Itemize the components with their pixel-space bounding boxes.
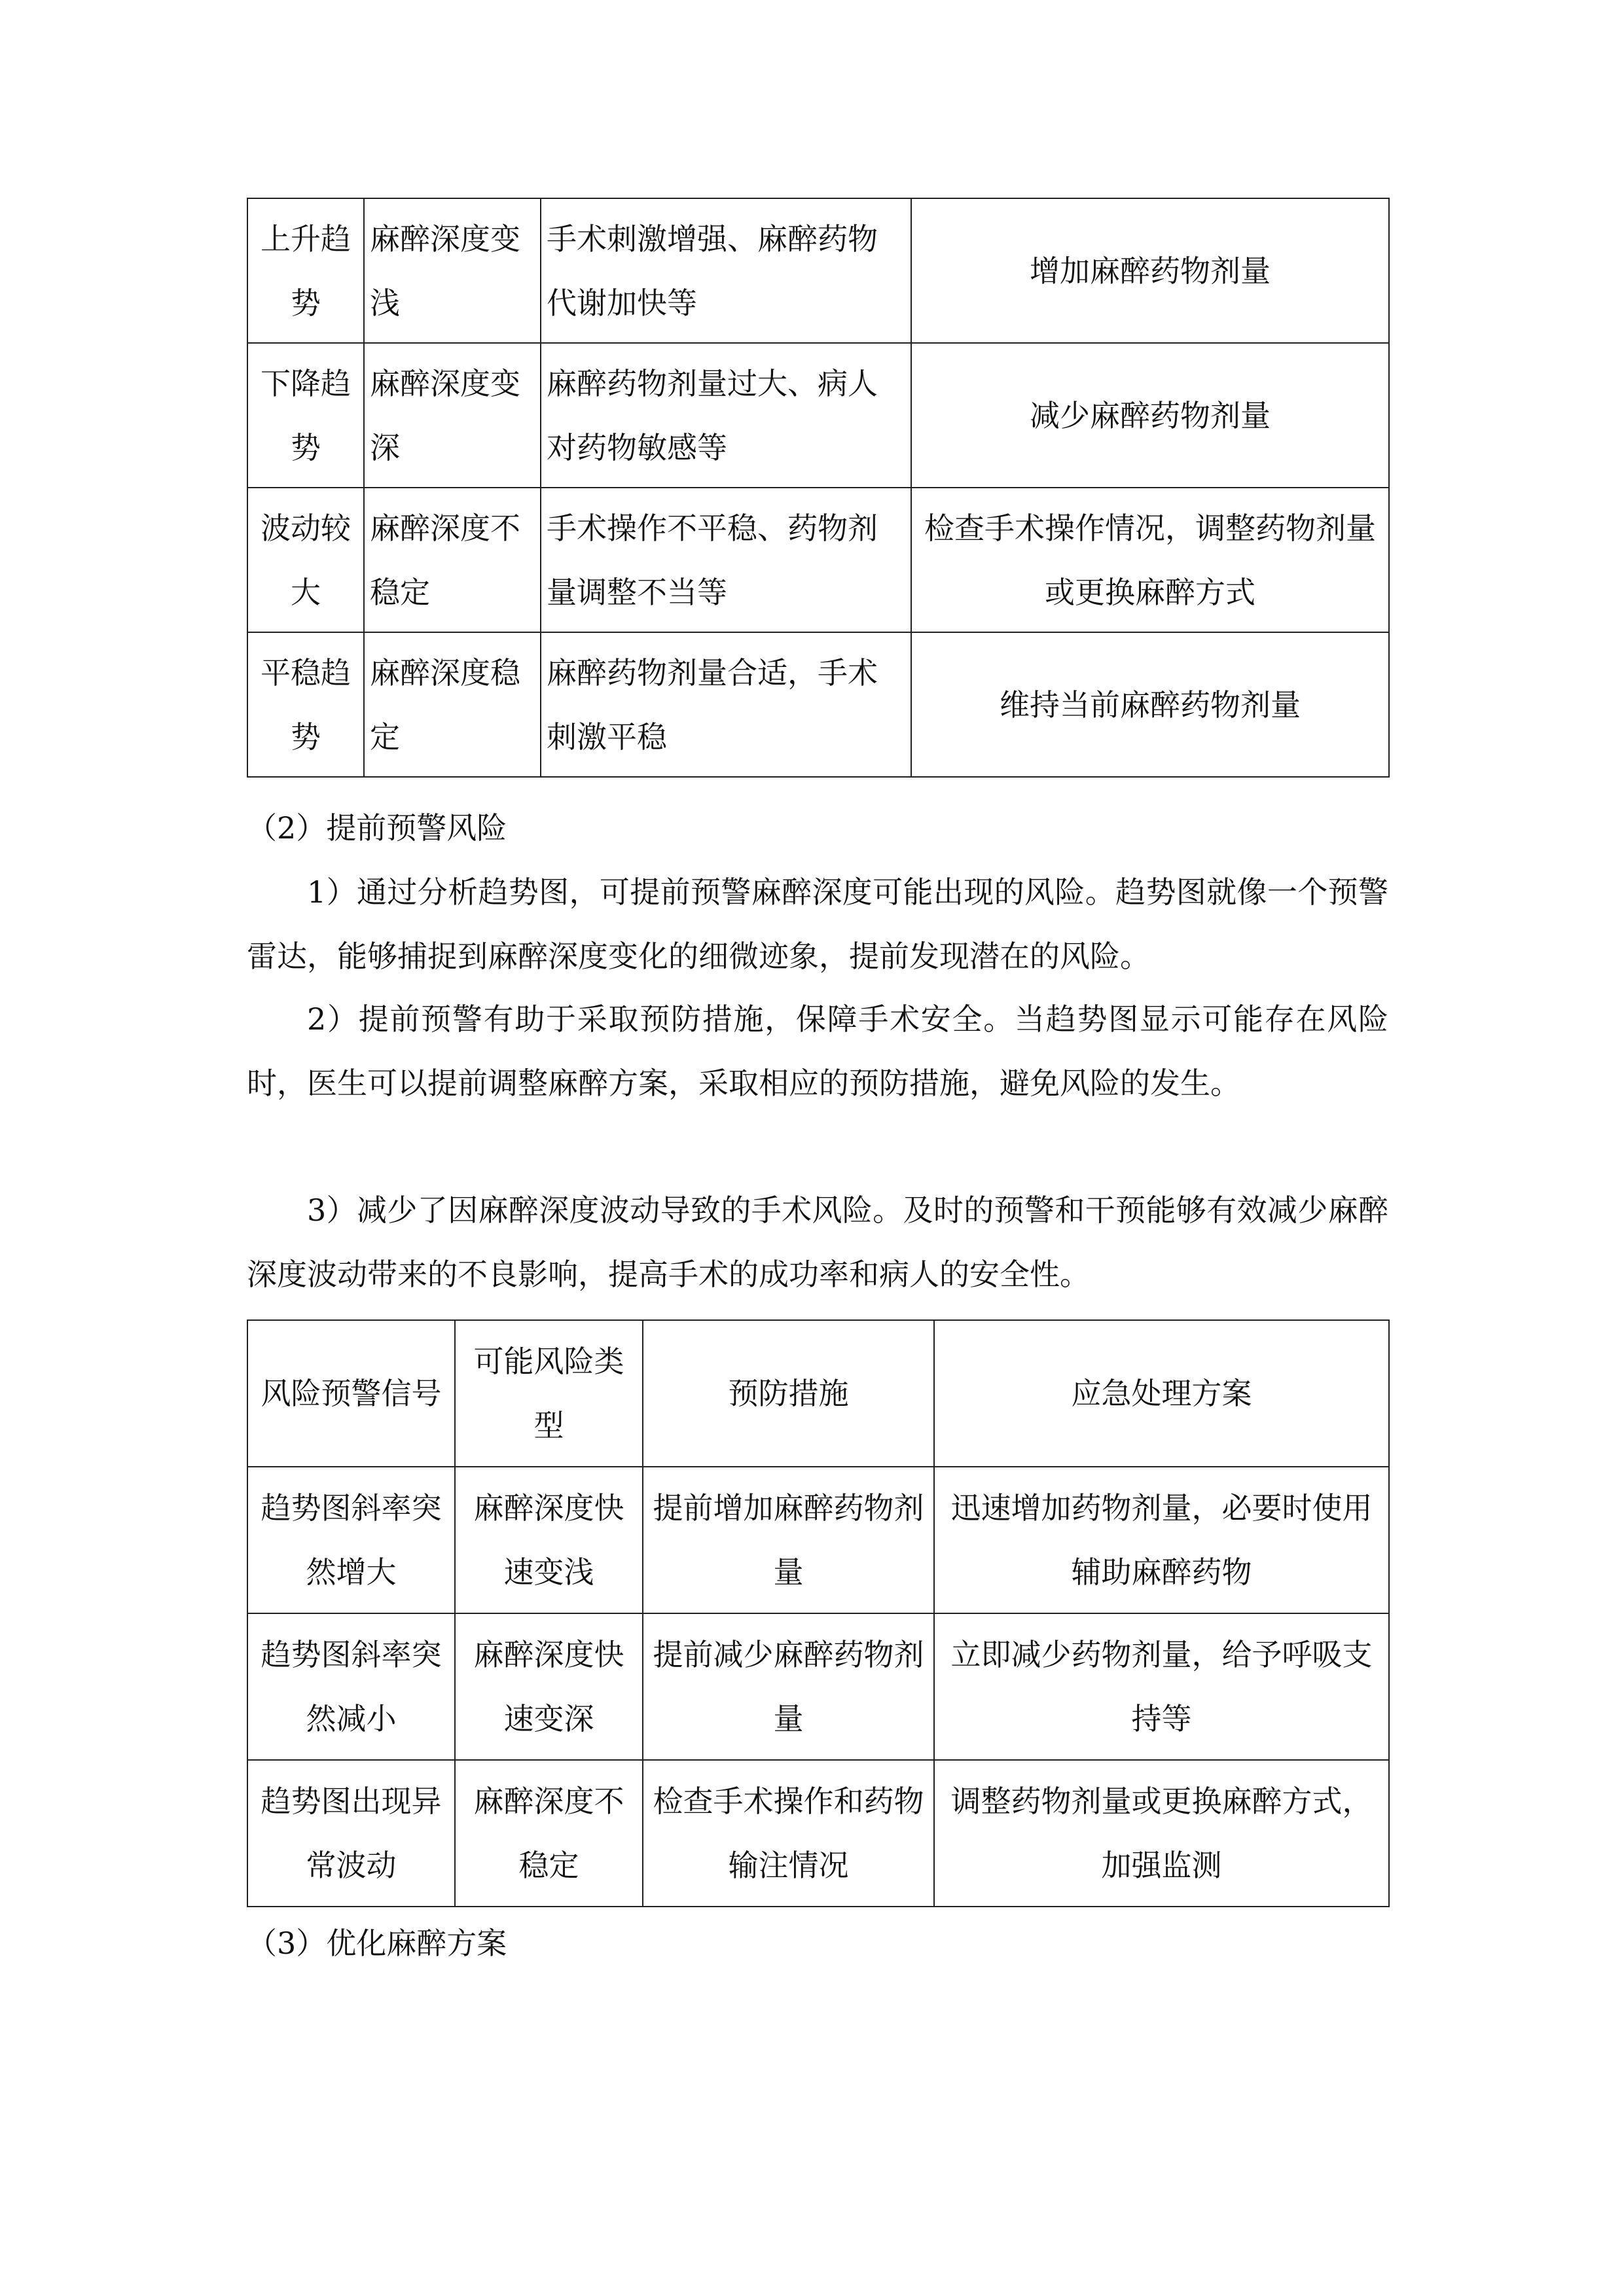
header-prevention: 预防措施 bbox=[643, 1320, 934, 1467]
meaning-cell: 麻醉深度稳定 bbox=[364, 632, 541, 777]
table-row bbox=[247, 1613, 1389, 1760]
risk-cell: 麻醉深度快速变深 bbox=[455, 1613, 643, 1760]
header-risk-type: 可能风险类型 bbox=[455, 1320, 643, 1467]
paragraph-3: 3）减少了因麻醉深度波动导致的手术风险。及时的预警和干预能够有效减少麻醉深度波动带来的不良影响，提高手术的成功率和病人的安全性。 bbox=[247, 1193, 1388, 1292]
prevention-cell: 提前减少麻醉药物剂量 bbox=[643, 1613, 934, 1760]
trend-cell: 平稳趋势 bbox=[247, 632, 364, 777]
emergency-cell: 立即减少药物剂量，给予呼吸支持等 bbox=[934, 1613, 1389, 1760]
signal-cell: 趋势图斜率突然减小 bbox=[247, 1613, 455, 1760]
trend-cell: 上升趋势 bbox=[247, 198, 364, 343]
paragraph-2: 2）提前预警有助于采取预防措施，保障手术安全。当趋势图显示可能存在风险时，医生可以提前调整麻醉方案，采取相应的预防措施，避免风险的发生。 bbox=[247, 1001, 1388, 1101]
signal-cell: 趋势图出现异常波动 bbox=[247, 1760, 455, 1907]
table-row bbox=[247, 1467, 1389, 1613]
prevention-cell: 检查手术操作和药物输注情况 bbox=[643, 1760, 934, 1907]
prevention-cell: 提前增加麻醉药物剂量 bbox=[643, 1467, 934, 1613]
action-cell: 检查手术操作情况，调整药物剂量或更换麻醉方式 bbox=[911, 488, 1389, 632]
emergency-cell: 迅速增加药物剂量，必要时使用辅助麻醉药物 bbox=[934, 1467, 1389, 1613]
cause-cell: 手术刺激增强、麻醉药物代谢加快等 bbox=[541, 198, 911, 343]
section-heading-optimize-plan: （3）优化麻醉方案 bbox=[247, 1926, 507, 1961]
trend-cell: 下降趋势 bbox=[247, 343, 364, 488]
cause-cell: 麻醉药物剂量合适，手术刺激平稳 bbox=[541, 632, 911, 777]
signal-cell: 趋势图斜率突然增大 bbox=[247, 1467, 455, 1613]
trend-cell: 波动较大 bbox=[247, 488, 364, 632]
cause-cell: 麻醉药物剂量过大、病人对药物敏感等 bbox=[541, 343, 911, 488]
table-header-row bbox=[247, 1320, 1389, 1467]
table-row bbox=[247, 1760, 1389, 1907]
meaning-cell: 麻醉深度变深 bbox=[364, 343, 541, 488]
meaning-cell: 麻醉深度变浅 bbox=[364, 198, 541, 343]
section-heading-early-warning: （2）提前预警风险 bbox=[247, 810, 507, 846]
action-cell: 增加麻醉药物剂量 bbox=[911, 198, 1389, 343]
meaning-cell: 麻醉深度不稳定 bbox=[364, 488, 541, 632]
header-emergency: 应急处理方案 bbox=[934, 1320, 1389, 1467]
action-cell: 维持当前麻醉药物剂量 bbox=[911, 632, 1389, 777]
table-row bbox=[247, 343, 1389, 488]
cause-cell: 手术操作不平稳、药物剂量调整不当等 bbox=[541, 488, 911, 632]
header-signal: 风险预警信号 bbox=[247, 1320, 455, 1467]
table-row bbox=[247, 632, 1389, 777]
risk-warning-table bbox=[247, 1319, 1390, 1907]
table-row bbox=[247, 488, 1389, 632]
risk-cell: 麻醉深度快速变浅 bbox=[455, 1467, 643, 1613]
paragraph-1: 1）通过分析趋势图，可提前预警麻醉深度可能出现的风险。趋势图就像一个预警雷达，能够捕捉到麻醉深度变化的细微迹象，提前发现潜在的风险。 bbox=[247, 874, 1388, 974]
risk-cell: 麻醉深度不稳定 bbox=[455, 1760, 643, 1907]
table-row bbox=[247, 198, 1389, 343]
trend-interpretation-table bbox=[247, 198, 1390, 778]
action-cell: 减少麻醉药物剂量 bbox=[911, 343, 1389, 488]
emergency-cell: 调整药物剂量或更换麻醉方式，加强监测 bbox=[934, 1760, 1389, 1907]
